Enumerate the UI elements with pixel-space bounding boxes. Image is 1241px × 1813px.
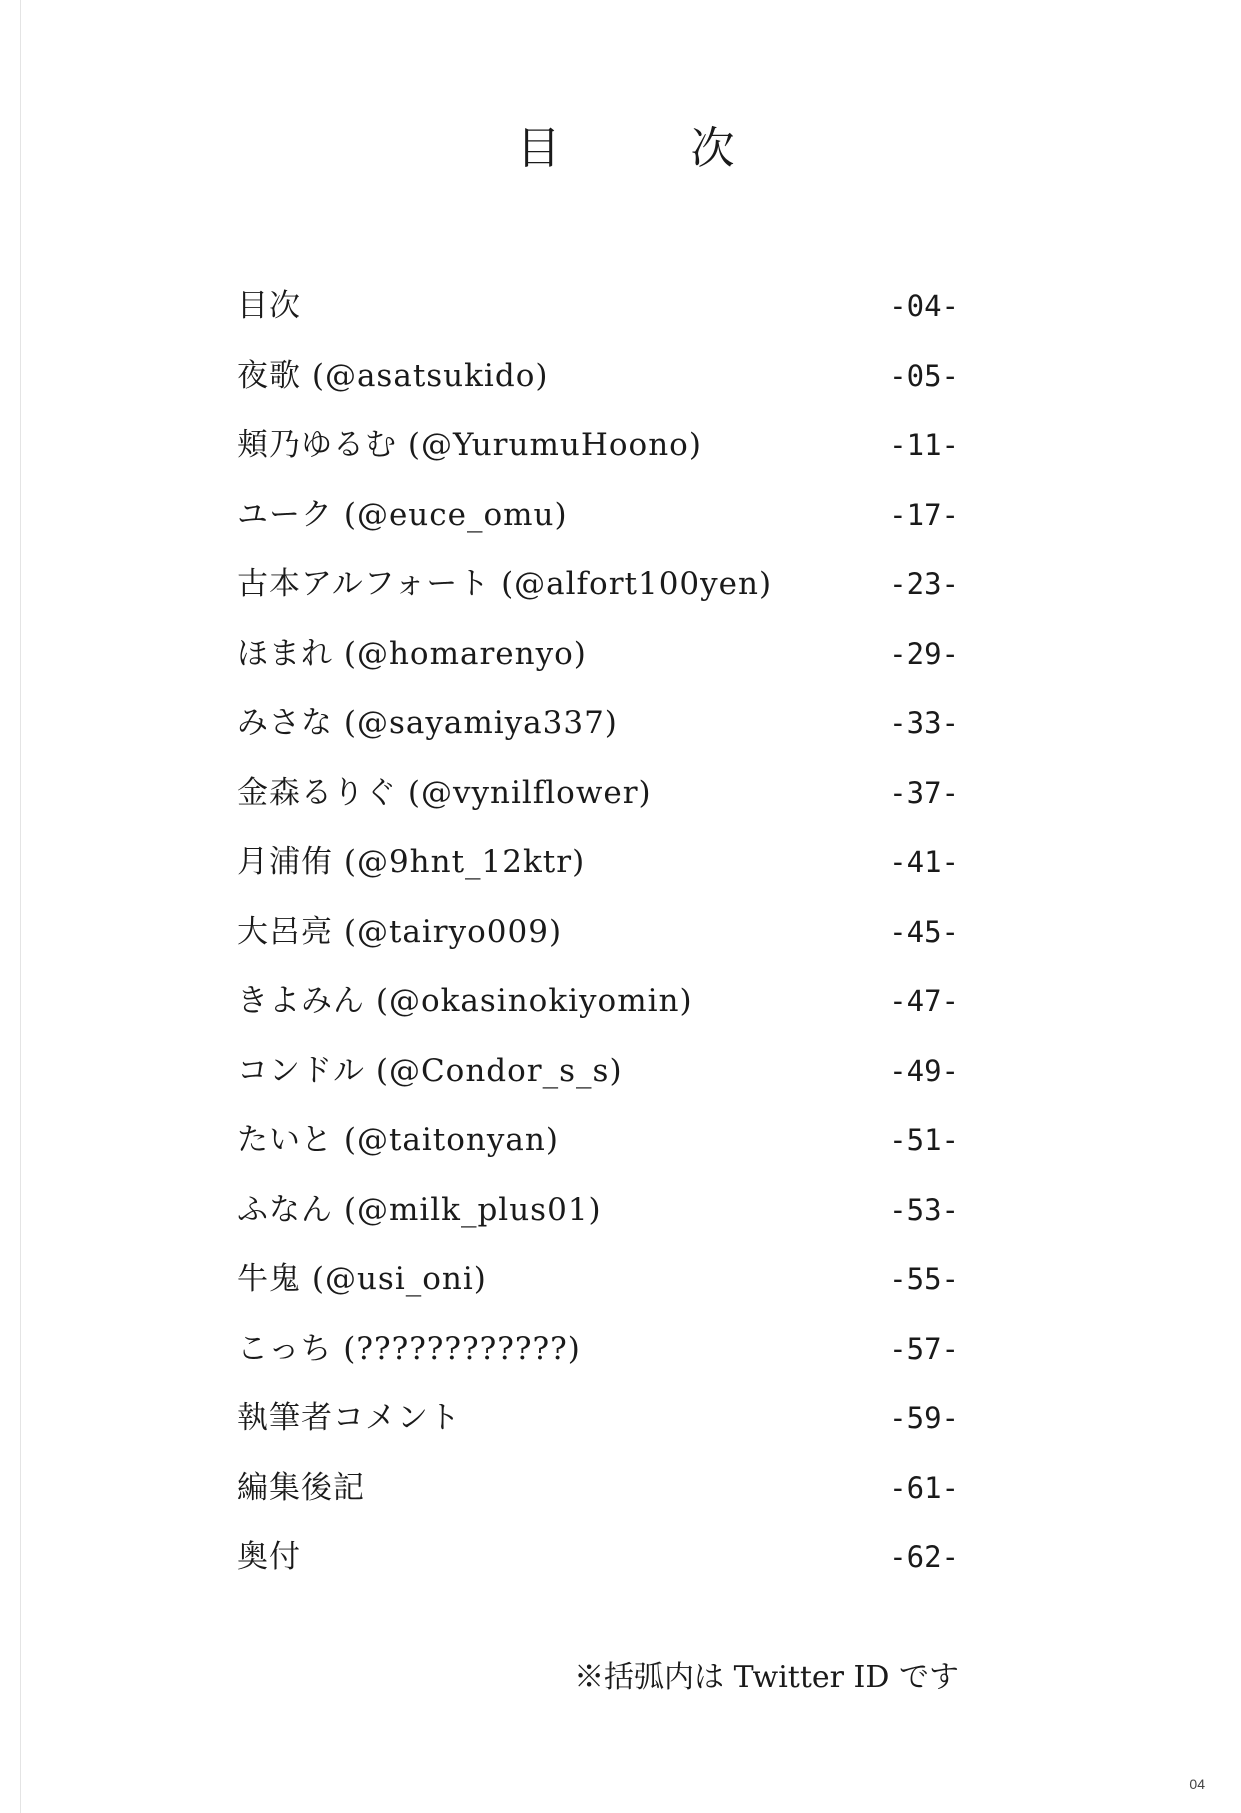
toc-entry-page: -53- (889, 1192, 959, 1227)
toc-row (237, 1537, 959, 1607)
toc-row (237, 356, 959, 426)
toc-entry-title: ユーク (@euce_omu) (237, 496, 568, 533)
toc-entry-title: きよみん (@okasinokiyomin) (237, 983, 693, 1019)
toc-entry-page: -23- (889, 567, 959, 601)
toc-row (237, 842, 959, 912)
toc-row (237, 1259, 959, 1329)
page-title-char-2: 次 (690, 123, 735, 174)
toc-entry-title: ふなん (@milk_plus01) (237, 1191, 602, 1228)
toc-entry-page: -05- (889, 358, 959, 393)
toc-row (237, 912, 959, 982)
toc-entry-title: 月浦侑 (@9hnt_12ktr) (237, 844, 586, 880)
toc-entry-title: 執筆者コメント (237, 1400, 461, 1436)
toc-entry-title: こっち (????????????) (237, 1330, 581, 1367)
toc-entry-page: -47- (889, 984, 959, 1018)
toc-entry-page: -51- (889, 1123, 959, 1157)
toc-entry-page: -33- (889, 706, 959, 740)
toc-row (237, 981, 959, 1051)
toc-entry-page: -49- (889, 1053, 959, 1088)
toc-entry-page: -45- (889, 914, 959, 949)
toc-entry-title: 金森るりぐ (@vynilflower) (237, 774, 652, 811)
toc-row (237, 564, 959, 634)
toc-entry-title: 奥付 (237, 1539, 301, 1575)
toc-row (237, 425, 959, 495)
toc-entry-page: -55- (889, 1262, 959, 1296)
toc-entry-page: -37- (889, 775, 959, 810)
toc-entry-title: ほまれ (@homarenyo) (237, 635, 587, 672)
toc-entry-title: 古本アルフォート (@alfort100yen) (237, 566, 773, 602)
toc-entry-page: -57- (889, 1331, 959, 1366)
page-title (0, 112, 1241, 176)
toc-entry-title: 牛鬼 (@usi_oni) (237, 1261, 487, 1297)
page-number: 04 (1189, 1776, 1205, 1792)
toc-entry-title: たいと (@taitonyan) (237, 1122, 559, 1158)
toc-entry-title: 夜歌 (@asatsukido) (237, 357, 549, 394)
toc-row (237, 1120, 959, 1190)
toc-entry-page: -61- (889, 1470, 959, 1505)
toc-entry-page: -17- (889, 497, 959, 532)
page-edge-line (20, 0, 21, 1813)
toc-row (237, 634, 959, 704)
toc-row (237, 703, 959, 773)
toc-row (237, 1329, 959, 1399)
toc-entry-title: 頬乃ゆるむ (@YurumuHoono) (237, 427, 702, 463)
toc-entry-title: 編集後記 (237, 1469, 365, 1506)
toc-entry-title: みさな (@sayamiya337) (237, 705, 618, 741)
toc-entry-title: 目次 (237, 288, 301, 324)
toc-row (237, 1468, 959, 1538)
table-of-contents (237, 286, 959, 1607)
toc-row (237, 495, 959, 565)
toc-row (237, 1051, 959, 1121)
toc-row (237, 1190, 959, 1260)
toc-entry-page: -62- (889, 1540, 959, 1574)
footnote-twitter-id: ※括弧内は Twitter ID です (574, 1660, 959, 1695)
toc-entry-page: -04- (889, 289, 959, 323)
toc-entry-page: -29- (889, 636, 959, 671)
toc-entry-title: 大呂亮 (@tairyo009) (237, 913, 563, 950)
page-title-char-1: 目 (516, 123, 561, 174)
toc-entry-title: コンドル (@Condor_s_s) (237, 1052, 623, 1089)
toc-row (237, 1398, 959, 1468)
toc-entry-page: -11- (889, 428, 959, 462)
toc-row (237, 773, 959, 843)
toc-entry-page: -41- (889, 845, 959, 879)
toc-entry-page: -59- (889, 1401, 959, 1435)
toc-row (237, 286, 959, 356)
